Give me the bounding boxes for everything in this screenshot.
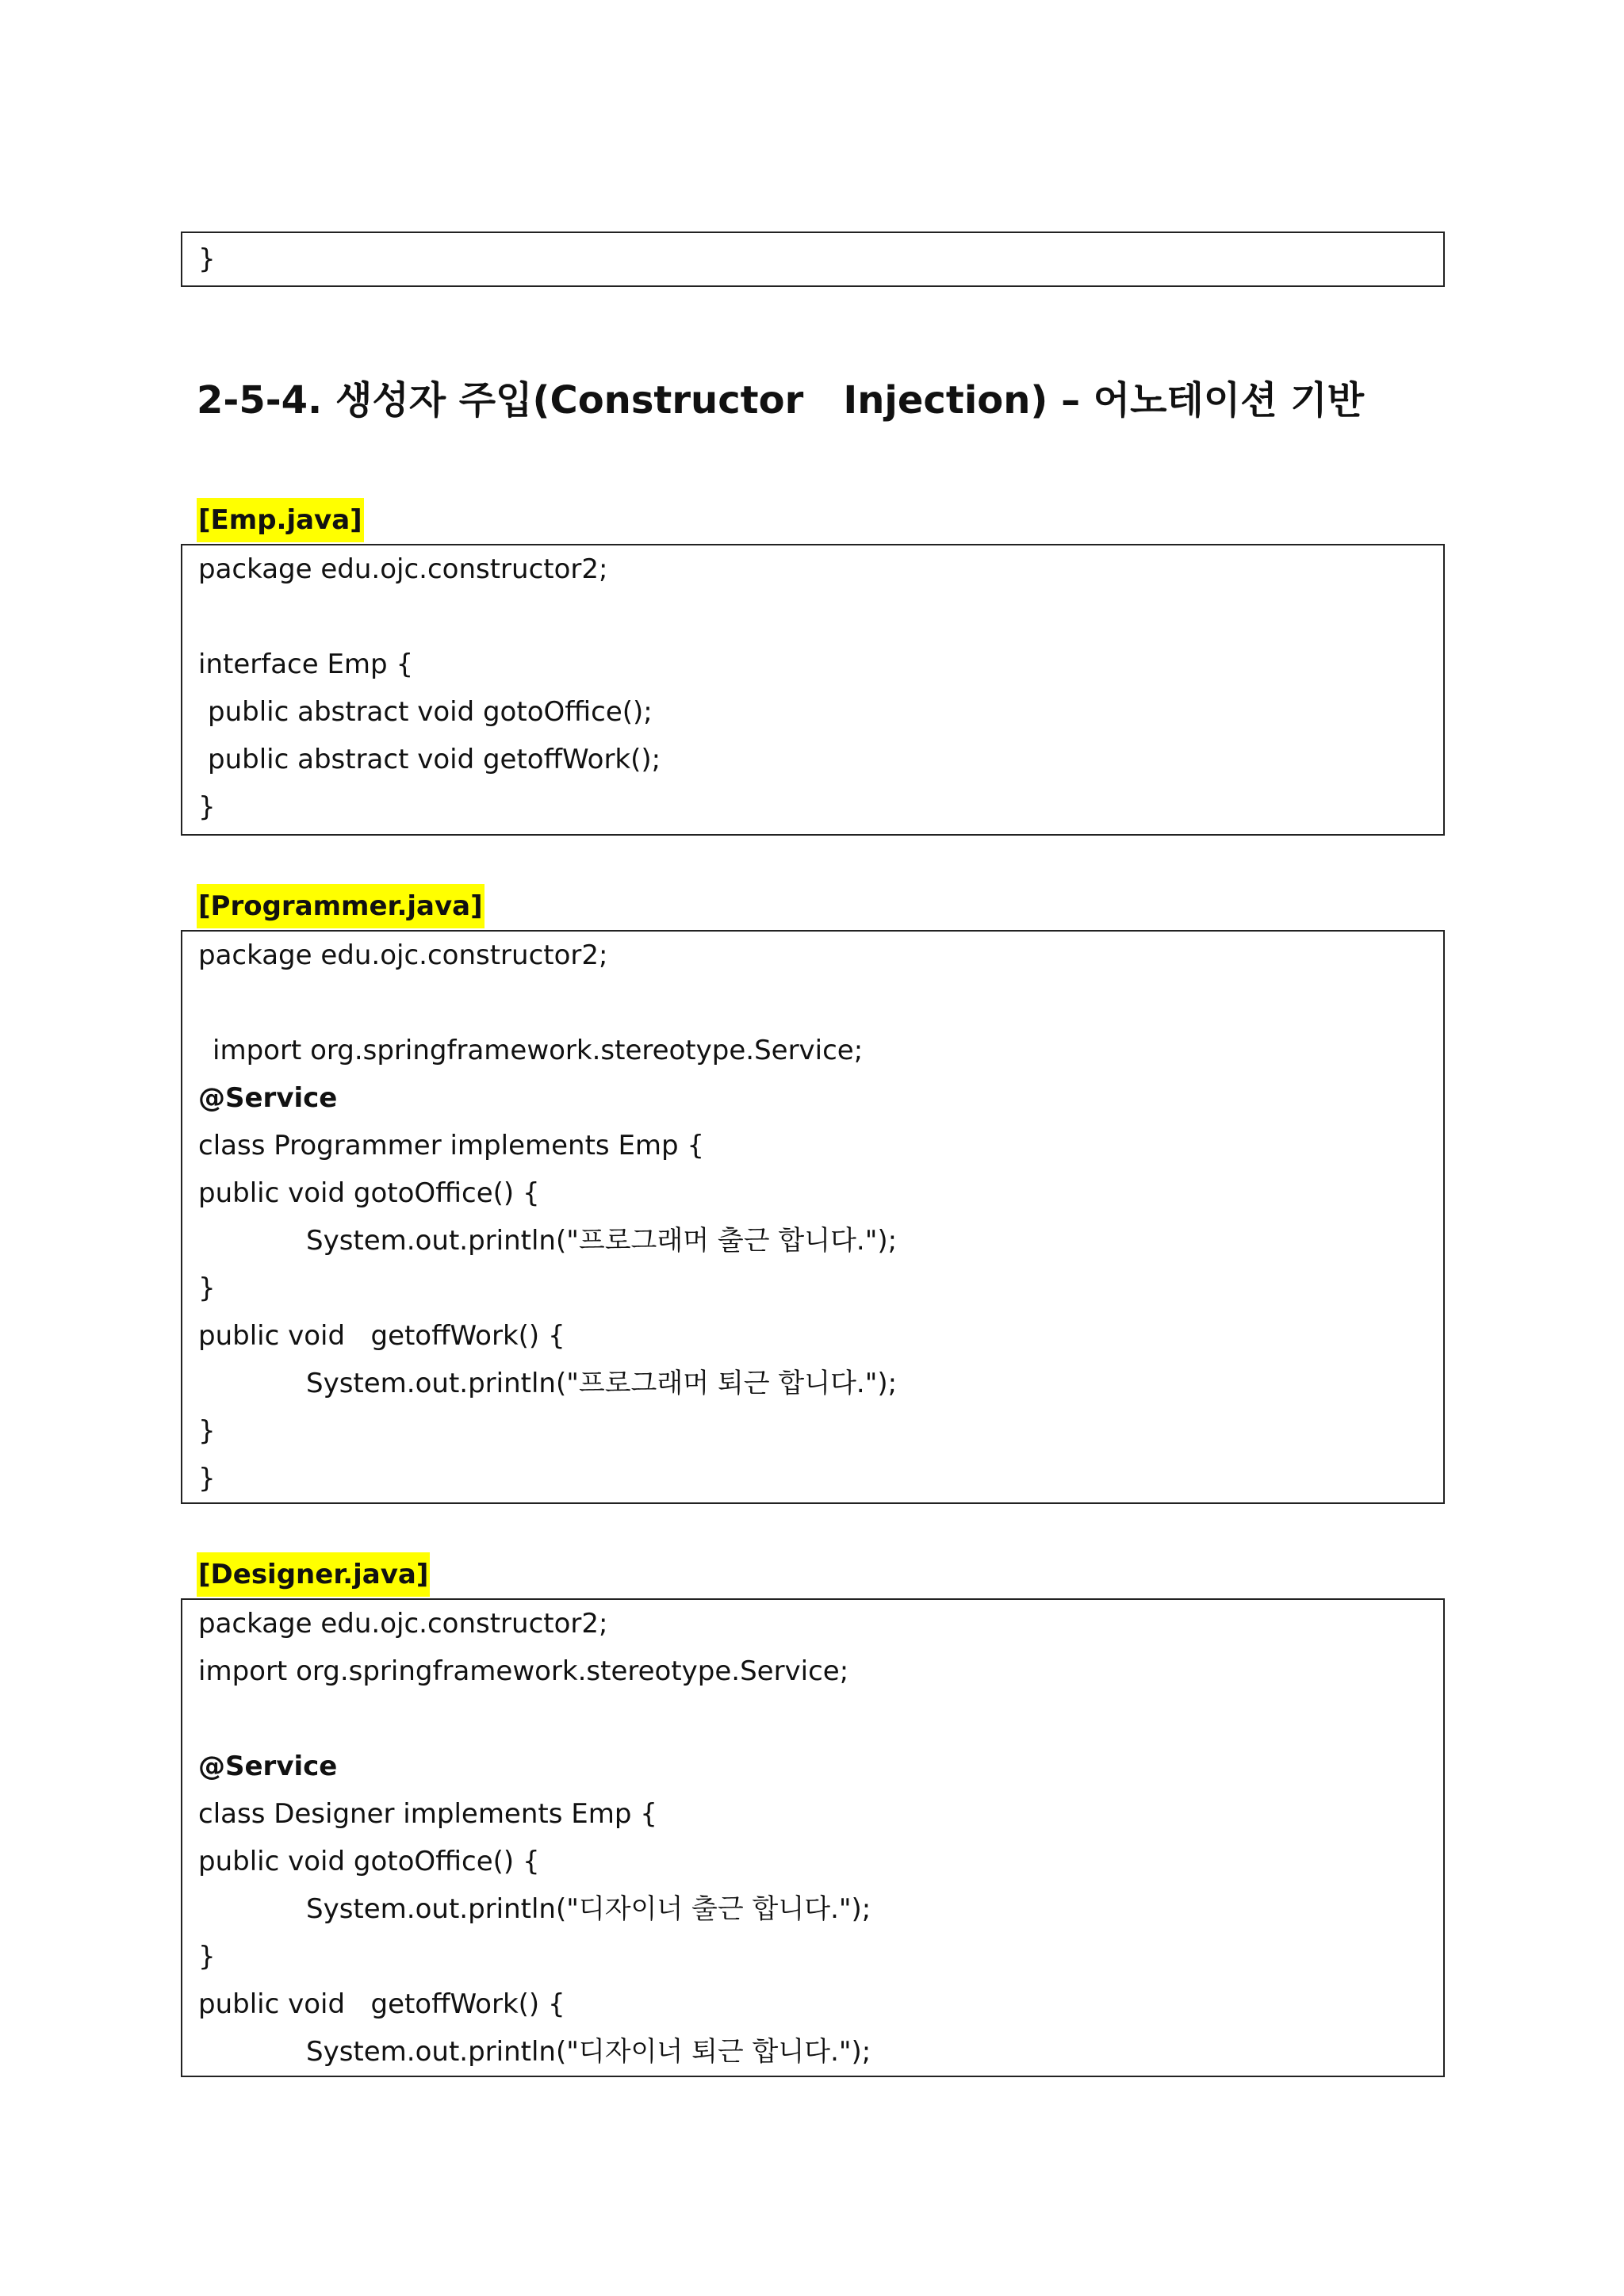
code-line: public abstract void getoffWork(); [208,744,661,775]
code-box-designer [181,1598,1445,2077]
code-line: package edu.ojc.constructor2; [198,1608,608,1640]
code-line: System.out.println("디자이너 퇴근 합니다."); [306,2036,871,2068]
code-line: } [198,1415,216,1447]
code-line [198,593,1427,641]
code-line: } [198,243,216,275]
code-line: public void gotoOffice() { [198,1846,540,1877]
file-label-programmer: [Programmer.java] [197,884,485,928]
code-line: System.out.println("디자이너 출근 합니다."); [306,1893,871,1925]
code-line: package edu.ojc.constructor2; [198,553,608,585]
code-line: package edu.ojc.constructor2; [198,939,608,971]
code-line: System.out.println("프로그래머 출근 합니다."); [306,1225,898,1257]
code-line: public abstract void gotoOffice(); [208,696,653,728]
code-line-annotation: @Service [198,1082,338,1114]
file-label-emp: [Emp.java] [197,498,364,542]
code-line-annotation: @Service [198,1751,338,1782]
code-line: class Programmer implements Emp { [198,1130,705,1161]
section-title: 2-5-4. 생성자 주입(Constructor Injection) – 어노테이션 기반 [197,378,1365,423]
code-line: interface Emp { [198,649,414,680]
file-label-designer: [Designer.java] [197,1552,430,1597]
code-line [198,979,1427,1027]
code-line: } [198,1941,216,1973]
code-line: } [198,791,216,823]
code-line: } [198,1272,216,1304]
code-line: public void gotoOffice() { [198,1177,540,1209]
code-line: public void getoffWork() { [198,1320,565,1352]
code-box-emp [181,544,1445,836]
code-line [198,1695,1427,1743]
code-box-programmer [181,930,1445,1504]
code-line: import org.springframework.stereotype.Service; [213,1035,864,1066]
code-line: public void getoffWork() { [198,1988,565,2020]
code-line: import org.springframework.stereotype.Service; [198,1655,849,1687]
code-line: } [198,1463,216,1494]
code-line: class Designer implements Emp { [198,1798,657,1830]
code-box-continuation [181,232,1445,287]
code-line: System.out.println("프로그래머 퇴근 합니다."); [306,1368,898,1399]
